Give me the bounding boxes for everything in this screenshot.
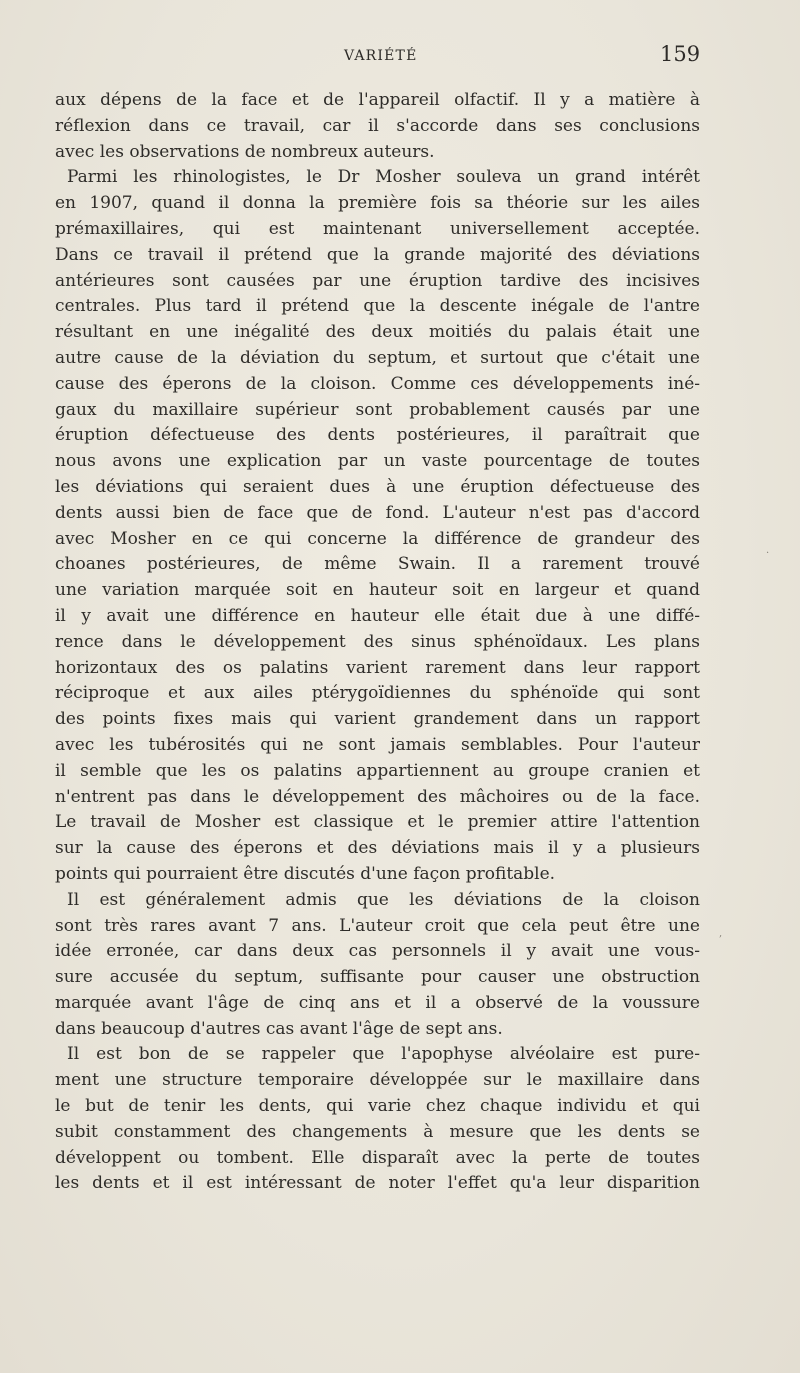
text-line: gaux du maxillaire supérieur sont probablement causés par une bbox=[55, 399, 700, 420]
text-line: sure accusée du septum, suffisante pour causer une obstruction bbox=[55, 967, 700, 988]
text-line: il semble que les os palatins appartiennent au groupe cranien et bbox=[55, 760, 700, 781]
text-line: subit constamment des changements à mesure que les dents se bbox=[55, 1121, 700, 1142]
text-line: en 1907, quand il donna la première fois sa théorie sur les ailes bbox=[55, 193, 700, 214]
body-text bbox=[55, 88, 700, 1197]
text-line: avec les observations de nombreux auteurs. bbox=[55, 141, 435, 162]
text-line: réflexion dans ce travail, car il s'accorde dans ses conclusions bbox=[55, 115, 700, 136]
text-line: dans beaucoup d'autres cas avant l'âge de sept ans. bbox=[55, 1018, 503, 1039]
text-line: points qui pourraient être discutés d'une façon profitable. bbox=[55, 863, 556, 884]
paper-speck: · bbox=[766, 548, 770, 559]
text-line: le but de tenir les dents, qui varie chez chaque individu et qui bbox=[55, 1096, 700, 1117]
page-header bbox=[0, 40, 800, 70]
text-line: Il est généralement admis que les déviations de la cloison bbox=[67, 889, 700, 910]
text-line: avec Mosher en ce qui concerne la différence de grandeur des bbox=[55, 528, 700, 549]
text-line: éruption défectueuse des dents postérieures, il paraîtrait que bbox=[55, 425, 700, 446]
text-line: Dans ce travail il prétend que la grande majorité des déviations bbox=[55, 244, 700, 265]
text-line: marquée avant l'âge de cinq ans et il a observé de la voussure bbox=[55, 992, 700, 1013]
text-line: résultant en une inégalité des deux moitiés du palais était une bbox=[55, 322, 700, 343]
text-line: centrales. Plus tard il prétend que la descente inégale de l'antre bbox=[55, 296, 700, 317]
text-line: choanes postérieures, de même Swain. Il a rarement trouvé bbox=[55, 554, 700, 575]
text-line: les déviations qui seraient dues à une éruption défectueuse des bbox=[55, 476, 700, 497]
text-line: idée erronée, car dans deux cas personnels il y avait une vous- bbox=[55, 941, 700, 962]
text-line: Parmi les rhinologistes, le Dr Mosher souleva un grand intérêt bbox=[67, 167, 700, 188]
text-line: nous avons une explication par un vaste pourcentage de toutes bbox=[55, 451, 700, 472]
text-line: cause des éperons de la cloison. Comme ces développements iné- bbox=[55, 373, 700, 394]
text-line: prémaxillaires, qui est maintenant universellement acceptée. bbox=[55, 218, 700, 239]
text-line: horizontaux des os palatins varient rarement dans leur rapport bbox=[55, 657, 700, 678]
text-line: les dents et il est intéressant de noter l'effet qu'a leur disparition bbox=[55, 1173, 700, 1194]
text-line: antérieures sont causées par une éruption tardive des incisives bbox=[55, 270, 700, 291]
paper-speck: , bbox=[719, 928, 723, 939]
text-line: une variation marquée soit en hauteur soit en largeur et quand bbox=[55, 580, 700, 601]
text-line: Le travail de Mosher est classique et le premier attire l'attention bbox=[55, 812, 700, 833]
text-line: des points fixes mais qui varient grandement dans un rapport bbox=[55, 709, 700, 730]
text-line: Il est bon de se rappeler que l'apophyse alvéolaire est pure- bbox=[67, 1044, 700, 1065]
text-line: n'entrent pas dans le développement des mâchoires ou de la face. bbox=[55, 786, 700, 807]
running-title: VARIÉTÉ bbox=[344, 48, 418, 64]
text-line: sont très rares avant 7 ans. L'auteur croit que cela peut être une bbox=[55, 915, 700, 936]
text-line: autre cause de la déviation du septum, et surtout que c'était une bbox=[55, 347, 700, 368]
page-number: 159 bbox=[660, 42, 701, 66]
text-line: sur la cause des éperons et des déviations mais il y a plusieurs bbox=[55, 838, 700, 859]
text-line: réciproque et aux ailes ptérygoïdiennes du sphénoïde qui sont bbox=[55, 683, 700, 704]
text-line: il y avait une différence en hauteur elle était due à une diffé- bbox=[55, 605, 700, 626]
text-line: rence dans le développement des sinus sphénoïdaux. Les plans bbox=[55, 631, 700, 652]
text-line: dents aussi bien de face que de fond. L'auteur n'est pas d'accord bbox=[55, 502, 700, 523]
text-line: aux dépens de la face et de l'appareil olfactif. Il y a matière à bbox=[55, 90, 700, 110]
text-line: ment une structure temporaire développée sur le maxillaire dans bbox=[55, 1070, 700, 1091]
text-line: développent ou tombent. Elle disparaît avec la perte de toutes bbox=[55, 1147, 700, 1168]
text-line: avec les tubérosités qui ne sont jamais semblables. Pour l'auteur bbox=[55, 734, 700, 755]
